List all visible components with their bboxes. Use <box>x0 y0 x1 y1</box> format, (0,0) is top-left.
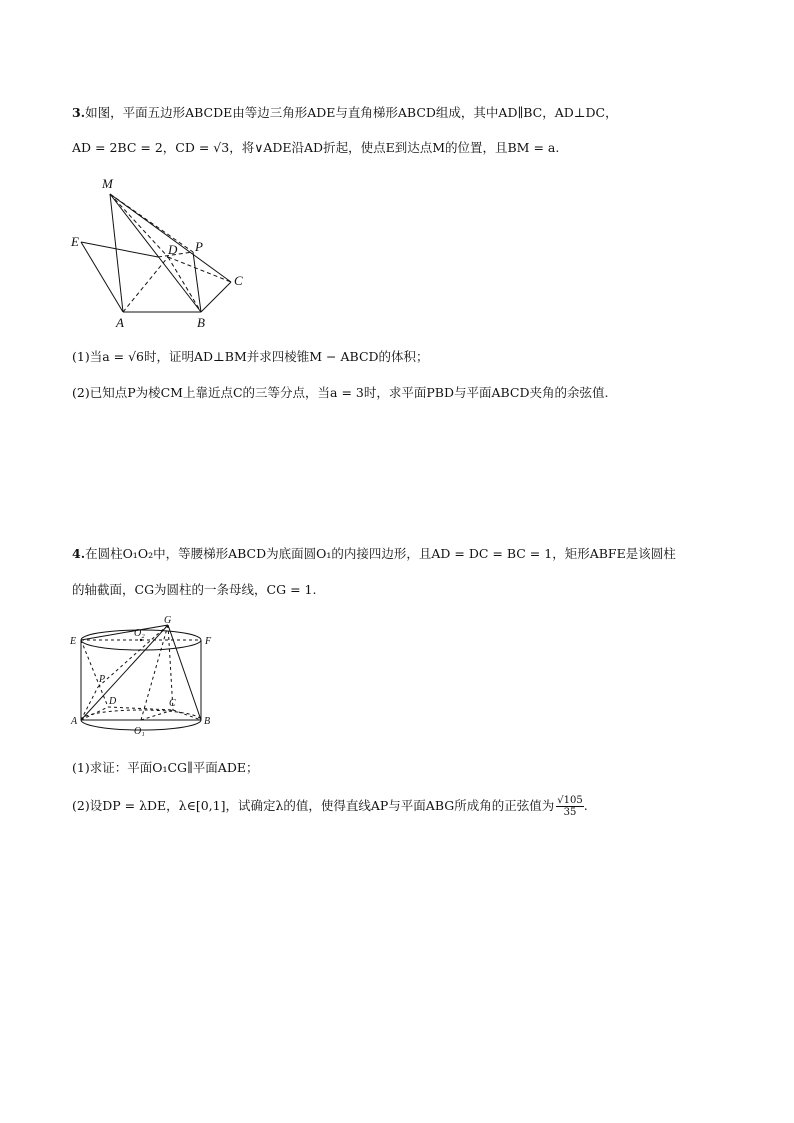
label-M: M <box>102 176 113 191</box>
problem4-q2-end: . <box>583 798 588 813</box>
problem4-stem-line2 <box>72 582 316 598</box>
problem3-stem-line2 <box>72 140 559 156</box>
fraction-sqrt105-over-35 <box>556 795 583 818</box>
label-A: A <box>71 716 78 727</box>
problem3-question1 <box>72 349 429 365</box>
problem4-number: 4. <box>72 546 86 561</box>
problem4-figure <box>68 612 218 737</box>
label-C: C <box>169 698 176 709</box>
label-O2: O₂ <box>134 628 145 639</box>
problem3-stem-text1: 如图，平面五边形ABCDE由等边三角形ADE与直角梯形ABCD组成，其中AD∥BC，AD⊥DC， <box>85 105 618 120</box>
fraction-numerator: √105 <box>557 795 583 806</box>
label-G: G <box>164 615 172 626</box>
label-E: E <box>71 234 79 249</box>
label-A: A <box>116 315 124 330</box>
problem3-question2 <box>72 385 609 401</box>
problem4-question2 <box>72 795 588 818</box>
problem3-stem-line1 <box>72 105 618 121</box>
label-F: F <box>205 636 212 647</box>
problem4-stem-text2: 的轴截面，CG为圆柱的一条母线，CG = 1. <box>72 582 317 597</box>
label-P: P <box>195 239 203 254</box>
problem3-figure <box>68 172 268 332</box>
label-D: D <box>168 242 178 257</box>
problem3-q2-text: (2)已知点P为棱CM上靠近点C的三等分点，当a = 3时，求平面PBD与平面ABCD夹角的余弦值. <box>72 385 609 400</box>
label-B: B <box>204 716 211 727</box>
label-P: P <box>99 674 106 685</box>
problem4-q2-mid: DP = λDE，λ∈[0,1]，试确定λ的值，使得直线AP与平面ABG所成角的正弦值为 <box>102 798 555 813</box>
label-E: E <box>70 636 77 647</box>
problem3-q1-text: (1)当a = √6时，证明AD⊥BM并求四棱锥M − ABCD的体积； <box>72 349 429 364</box>
problem4-stem-text1: 在圆柱O₁O₂中，等腰梯形ABCD为底面圆O₁的内接四边形，且AD = DC = BC = 1，矩形ABFE是该圆柱 <box>85 546 676 561</box>
label-D: D <box>109 696 117 707</box>
problem4-stem-line1 <box>72 546 676 562</box>
problem4-q1-text: (1)求证：平面O₁CG∥平面ADE； <box>72 760 259 775</box>
problem4-question1 <box>72 760 258 776</box>
label-O1: O₁ <box>134 726 145 737</box>
problem4-q2-prefix: (2)设 <box>72 798 103 813</box>
fraction-denominator: 35 <box>563 807 577 818</box>
label-B: B <box>197 315 205 330</box>
label-C: C <box>234 273 243 288</box>
problem3-number: 3. <box>72 105 86 120</box>
problem3-stem-text2: AD = 2BC = 2，CD = √3，将∨ADE沿AD折起，使点E到达点M的位置，且BM = a. <box>72 140 560 155</box>
